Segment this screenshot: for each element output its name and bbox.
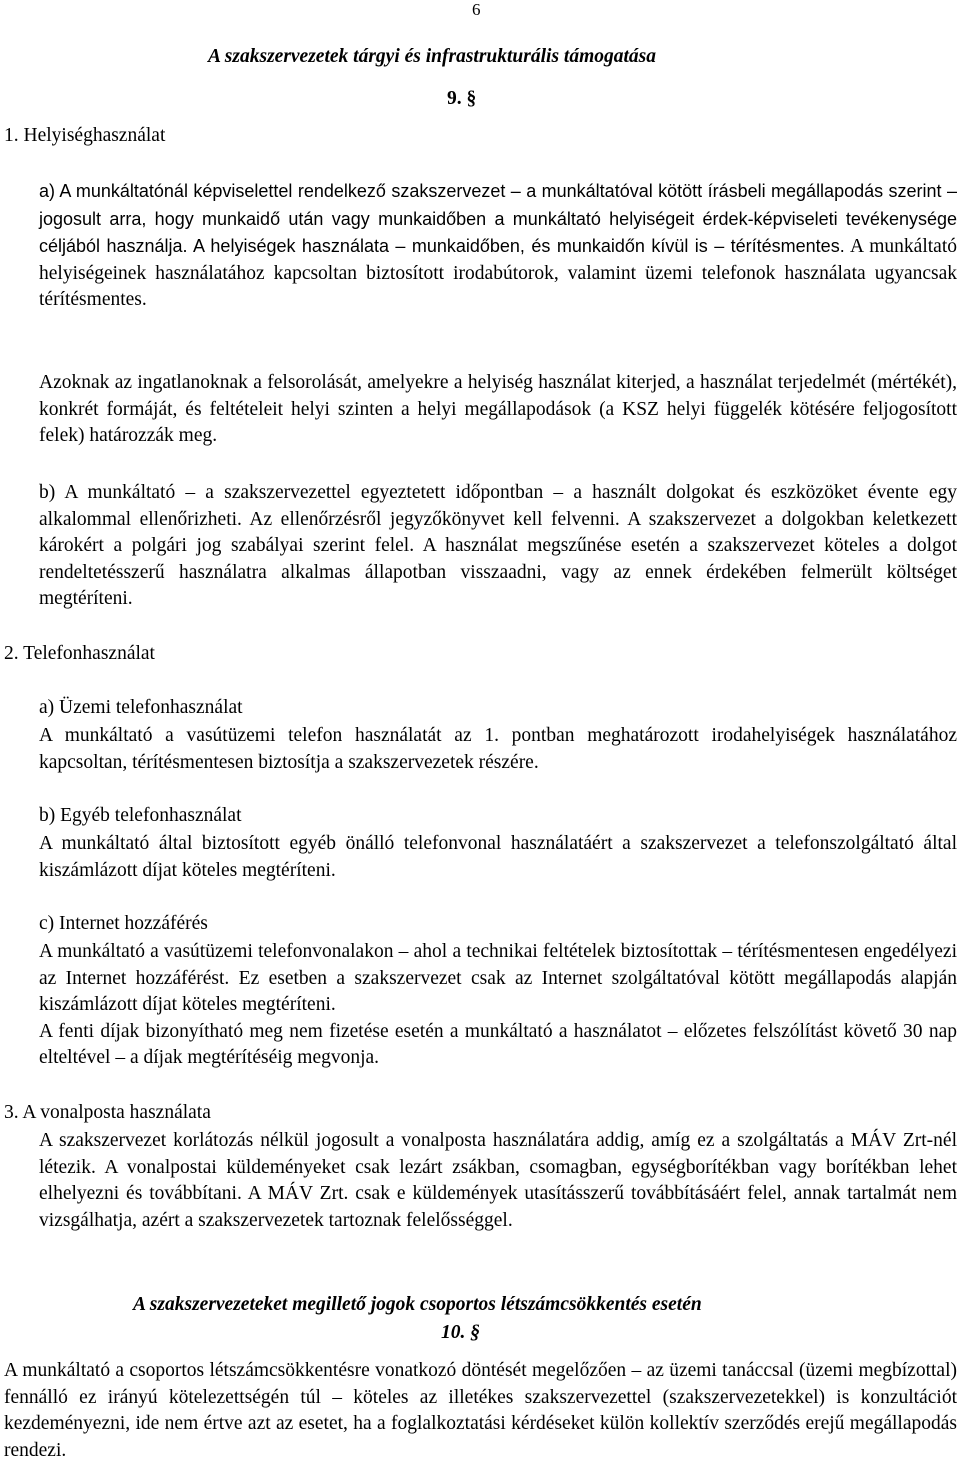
item-heading-helyiseghasznalat: 1. Helyiséghasználat	[4, 125, 166, 146]
section-number: 10. §	[441, 1322, 480, 1343]
item-heading-telefonhasznalat: 2. Telefonhasználat	[4, 643, 155, 664]
paragraph-ingatlanok	[39, 370, 957, 450]
section-number: 9. §	[447, 88, 477, 109]
paragraph-text: A munkáltató a vasútüzemi telefonvonalakon – ahol a technikai feltételek biztosítottak – térítésmentesen engedélyezi az Internet hozzáférést. Ez esetben a szakszervezet csak az Internet szolgáltatóval kötött megállapodás alapján kiszámlázott díjat köteles megtéríteni.	[39, 941, 957, 1015]
paragraph-text: Azoknak az ingatlanoknak a felsorolását, amelyekre a helyiség használat kiterjed, a használat terjedelmét (mértékét), konkrét formáját, és feltételeit helyi szinten a helyi megállapodások (a KSZ helyi függelék kötésére feljogosított felek) határozzák meg.	[39, 372, 957, 446]
paragraph-text: A munkáltató által biztosított egyéb önálló telefonvonal használatáért a szakszervezet a telefonszolgáltató által kiszámlázott díjat köteles megtéríteni.	[39, 833, 957, 881]
paragraph-b-ellenorzes	[39, 480, 957, 613]
page-number: 6	[472, 0, 481, 19]
subheading-egyeb-telefon: b) Egyéb telefonhasználat	[39, 805, 242, 826]
subheading-uzemi-telefon: a) Üzemi telefonhasználat	[39, 697, 243, 718]
paragraph-text: A munkáltató a csoportos létszámcsökkentésre vonatkozó döntését megelőzően – az üzemi tanáccsal (üzemi megbízottal) fennálló ez irányú kötelezettségén túl – köteles az illetékes szakszervezettel (szakszervezetekkel) is konzultációt kezdeményezni, ide nem értve azt az esetet, ha a foglalkoztatási kérdéseket külön kollektív szerződés erejű megállapodás rendezi.	[4, 1360, 957, 1461]
paragraph-text: A szakszervezet korlátozás nélkül jogosult a vonalposta használatára addig, amíg ez a szolgáltatás a MÁV Zrt-nél létezik. A vonalpostai küldeményeket csak lezárt zsákban, csomagban, egységborítékban vagy borítékban lehet elhelyezni és továbbítani. A MÁV Zrt. csak e küldemények utasításszerű továbbításáért felel, annak tartalmát nem vizsgálhatja, azért a szakszervezetek tartoznak felelősséggel.	[39, 1130, 957, 1231]
paragraph-text	[39, 178, 957, 314]
paragraph-a-helyiseghasznalat	[39, 178, 957, 314]
paragraph-uzemi-telefon	[39, 723, 957, 776]
paragraph-text: b) A munkáltató – a szakszervezettel egyeztetett időpontban – a használt dolgokat és eszközöket évente egy alkalommal ellenőrizheti. Az ellenőrzésről jegyzőkönyvet kell felvenni. A szakszervezet a dolgokban keletkezett károkért a polgári jog szabályai szerint felel. A használat megszűnése esetén a szakszervezet köteles a dolgot rendeltetésszerű használatra alkalmas állapotban visszaadni, vagy az ennek érdekében felmerült költséget megtéríteni.	[39, 482, 957, 609]
paragraph-serif-part: A munkáltató helyiségeinek használatához kapcsoltan biztosított irodabútorok, valamint üzemi telefonok használata ugyancsak térítésmentes.	[39, 236, 957, 310]
paragraph-internet	[39, 939, 957, 1072]
item-heading-vonalposta: 3. A vonalposta használata	[4, 1102, 211, 1123]
paragraph-letszamcsokkentes	[4, 1358, 957, 1464]
section-title: A szakszervezeteket megillető jogok csoportos létszámcsökkentés esetén	[133, 1294, 702, 1315]
section-title: A szakszervezetek tárgyi és infrastrukturális támogatása	[208, 46, 657, 67]
subheading-internet: c) Internet hozzáférés	[39, 913, 208, 934]
paragraph-text: A munkáltató a vasútüzemi telefon használatát az 1. pontban meghatározott irodahelyiségek használatához kapcsoltan, térítésmentesen biztosítja a szakszervezetek részére.	[39, 725, 957, 773]
paragraph-text: A fenti díjak bizonyítható meg nem fizetése esetén a munkáltató a használatot – előzetes felszólítást követő 30 nap elteltével – a díjak megtérítéséig megvonja.	[39, 1020, 957, 1068]
paragraph-sans-part: a) A munkáltatónál képviselettel rendelkező szakszervezet – a munkáltatóval kötött írásbeli megállapodás szerint – jogosult arra, hogy munkaidő után vagy munkaidőben a munkáltató helyiségeit érdek-képviseleti tevékenysége céljából használja. A helyiségek használata – munkaidőben, és munkaidőn kívül is – térítésmentes.	[39, 181, 957, 256]
paragraph-vonalposta	[39, 1128, 957, 1234]
paragraph-egyeb-telefon	[39, 831, 957, 884]
